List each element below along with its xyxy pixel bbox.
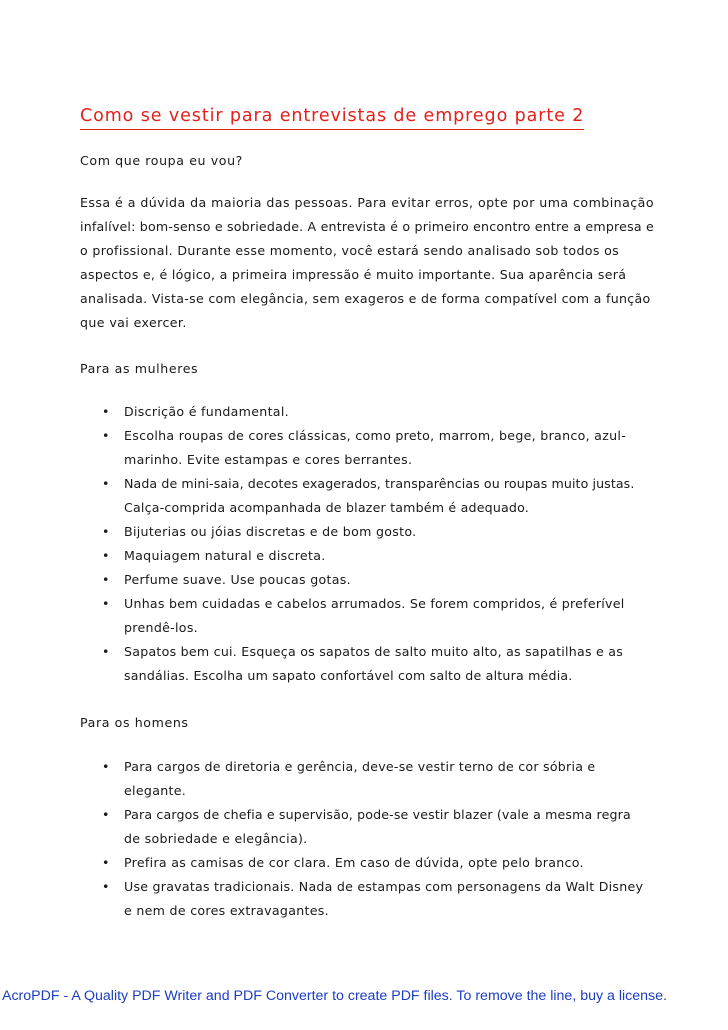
bullet-icon: • — [102, 404, 110, 419]
men-heading: Para os homens — [80, 715, 189, 730]
list-item — [80, 520, 650, 544]
list-item — [80, 424, 650, 472]
list-item — [80, 851, 650, 875]
intro-line: que vai exercer. — [80, 315, 187, 330]
list-item — [80, 755, 650, 803]
list-item-text: Sapatos bem cui. Esqueça os sapatos de salto muito alto, as sapatilhas e as — [124, 644, 624, 659]
document-subtitle: Com que roupa eu vou? — [80, 153, 243, 168]
list-item-text: Para cargos de diretoria e gerência, deve-se vestir terno de cor sóbria e — [124, 759, 596, 774]
bullet-icon: • — [102, 644, 110, 659]
list-item — [80, 400, 650, 424]
list-item-text: elegante. — [124, 783, 187, 798]
list-item-text: Prefira as camisas de cor clara. Em caso de dúvida, opte pelo branco. — [124, 855, 584, 870]
women-heading: Para as mulheres — [80, 361, 199, 376]
bullet-icon: • — [102, 572, 110, 587]
intro-paragraph — [80, 191, 654, 335]
list-item — [80, 640, 650, 688]
intro-line: Essa é a dúvida da maioria das pessoas. Para evitar erros, opte por uma combinação — [80, 195, 654, 210]
bullet-icon: • — [102, 476, 110, 491]
list-item — [80, 544, 650, 568]
list-item-text: Unhas bem cuidadas e cabelos arrumados. Se forem compridos, é preferível — [124, 596, 625, 611]
list-item-text: de sobriedade e elegância). — [124, 831, 308, 846]
bullet-icon: • — [102, 855, 110, 870]
list-item-text: prendê-los. — [124, 620, 198, 635]
list-item-text: Nada de mini-saia, decotes exagerados, transparências ou roupas muito justas. — [124, 476, 635, 491]
list-item-text: marinho. Evite estampas e cores berrantes. — [124, 452, 413, 467]
intro-line: aspectos e, é lógico, a primeira impressão é muito importante. Sua aparência será — [80, 267, 627, 282]
bullet-icon: • — [102, 524, 110, 539]
list-item-text: Bijuterias ou jóias discretas e de bom gosto. — [124, 524, 417, 539]
intro-line: analisada. Vista-se com elegância, sem exageros e de forma compatível com a função — [80, 291, 651, 306]
list-item — [80, 592, 650, 640]
bullet-icon: • — [102, 759, 110, 774]
list-item-text: Use gravatas tradicionais. Nada de estampas com personagens da Walt Disney — [124, 879, 644, 894]
women-list — [80, 400, 650, 688]
list-item-text: sandálias. Escolha um sapato confortável com salto de altura média. — [124, 668, 573, 683]
list-item — [80, 875, 650, 923]
intro-line: infalível: bom-senso e sobriedade. A entrevista é o primeiro encontro entre a empresa e — [80, 219, 654, 234]
bullet-icon: • — [102, 428, 110, 443]
list-item-text: Discrição é fundamental. — [124, 404, 289, 419]
list-item — [80, 803, 650, 851]
document-title: Como se vestir para entrevistas de emprego parte 2 — [80, 104, 584, 130]
list-item — [80, 568, 650, 592]
list-item — [80, 472, 650, 520]
list-item-text: Para cargos de chefia e supervisão, pode-se vestir blazer (vale a mesma regra — [124, 807, 631, 822]
watermark-footer: AcroPDF - A Quality PDF Writer and PDF Converter to create PDF files. To remove the line, buy a license. — [2, 988, 667, 1004]
bullet-icon: • — [102, 879, 110, 894]
list-item-text: Escolha roupas de cores clássicas, como preto, marrom, bege, branco, azul- — [124, 428, 627, 443]
men-list — [80, 755, 650, 923]
bullet-icon: • — [102, 596, 110, 611]
list-item-text: e nem de cores extravagantes. — [124, 903, 329, 918]
bullet-icon: • — [102, 548, 110, 563]
list-item-text: Perfume suave. Use poucas gotas. — [124, 572, 351, 587]
intro-line: o profissional. Durante esse momento, você estará sendo analisado sob todos os — [80, 243, 620, 258]
list-item-text: Maquiagem natural e discreta. — [124, 548, 326, 563]
bullet-icon: • — [102, 807, 110, 822]
list-item-text: Calça-comprida acompanhada de blazer também é adequado. — [124, 500, 530, 515]
